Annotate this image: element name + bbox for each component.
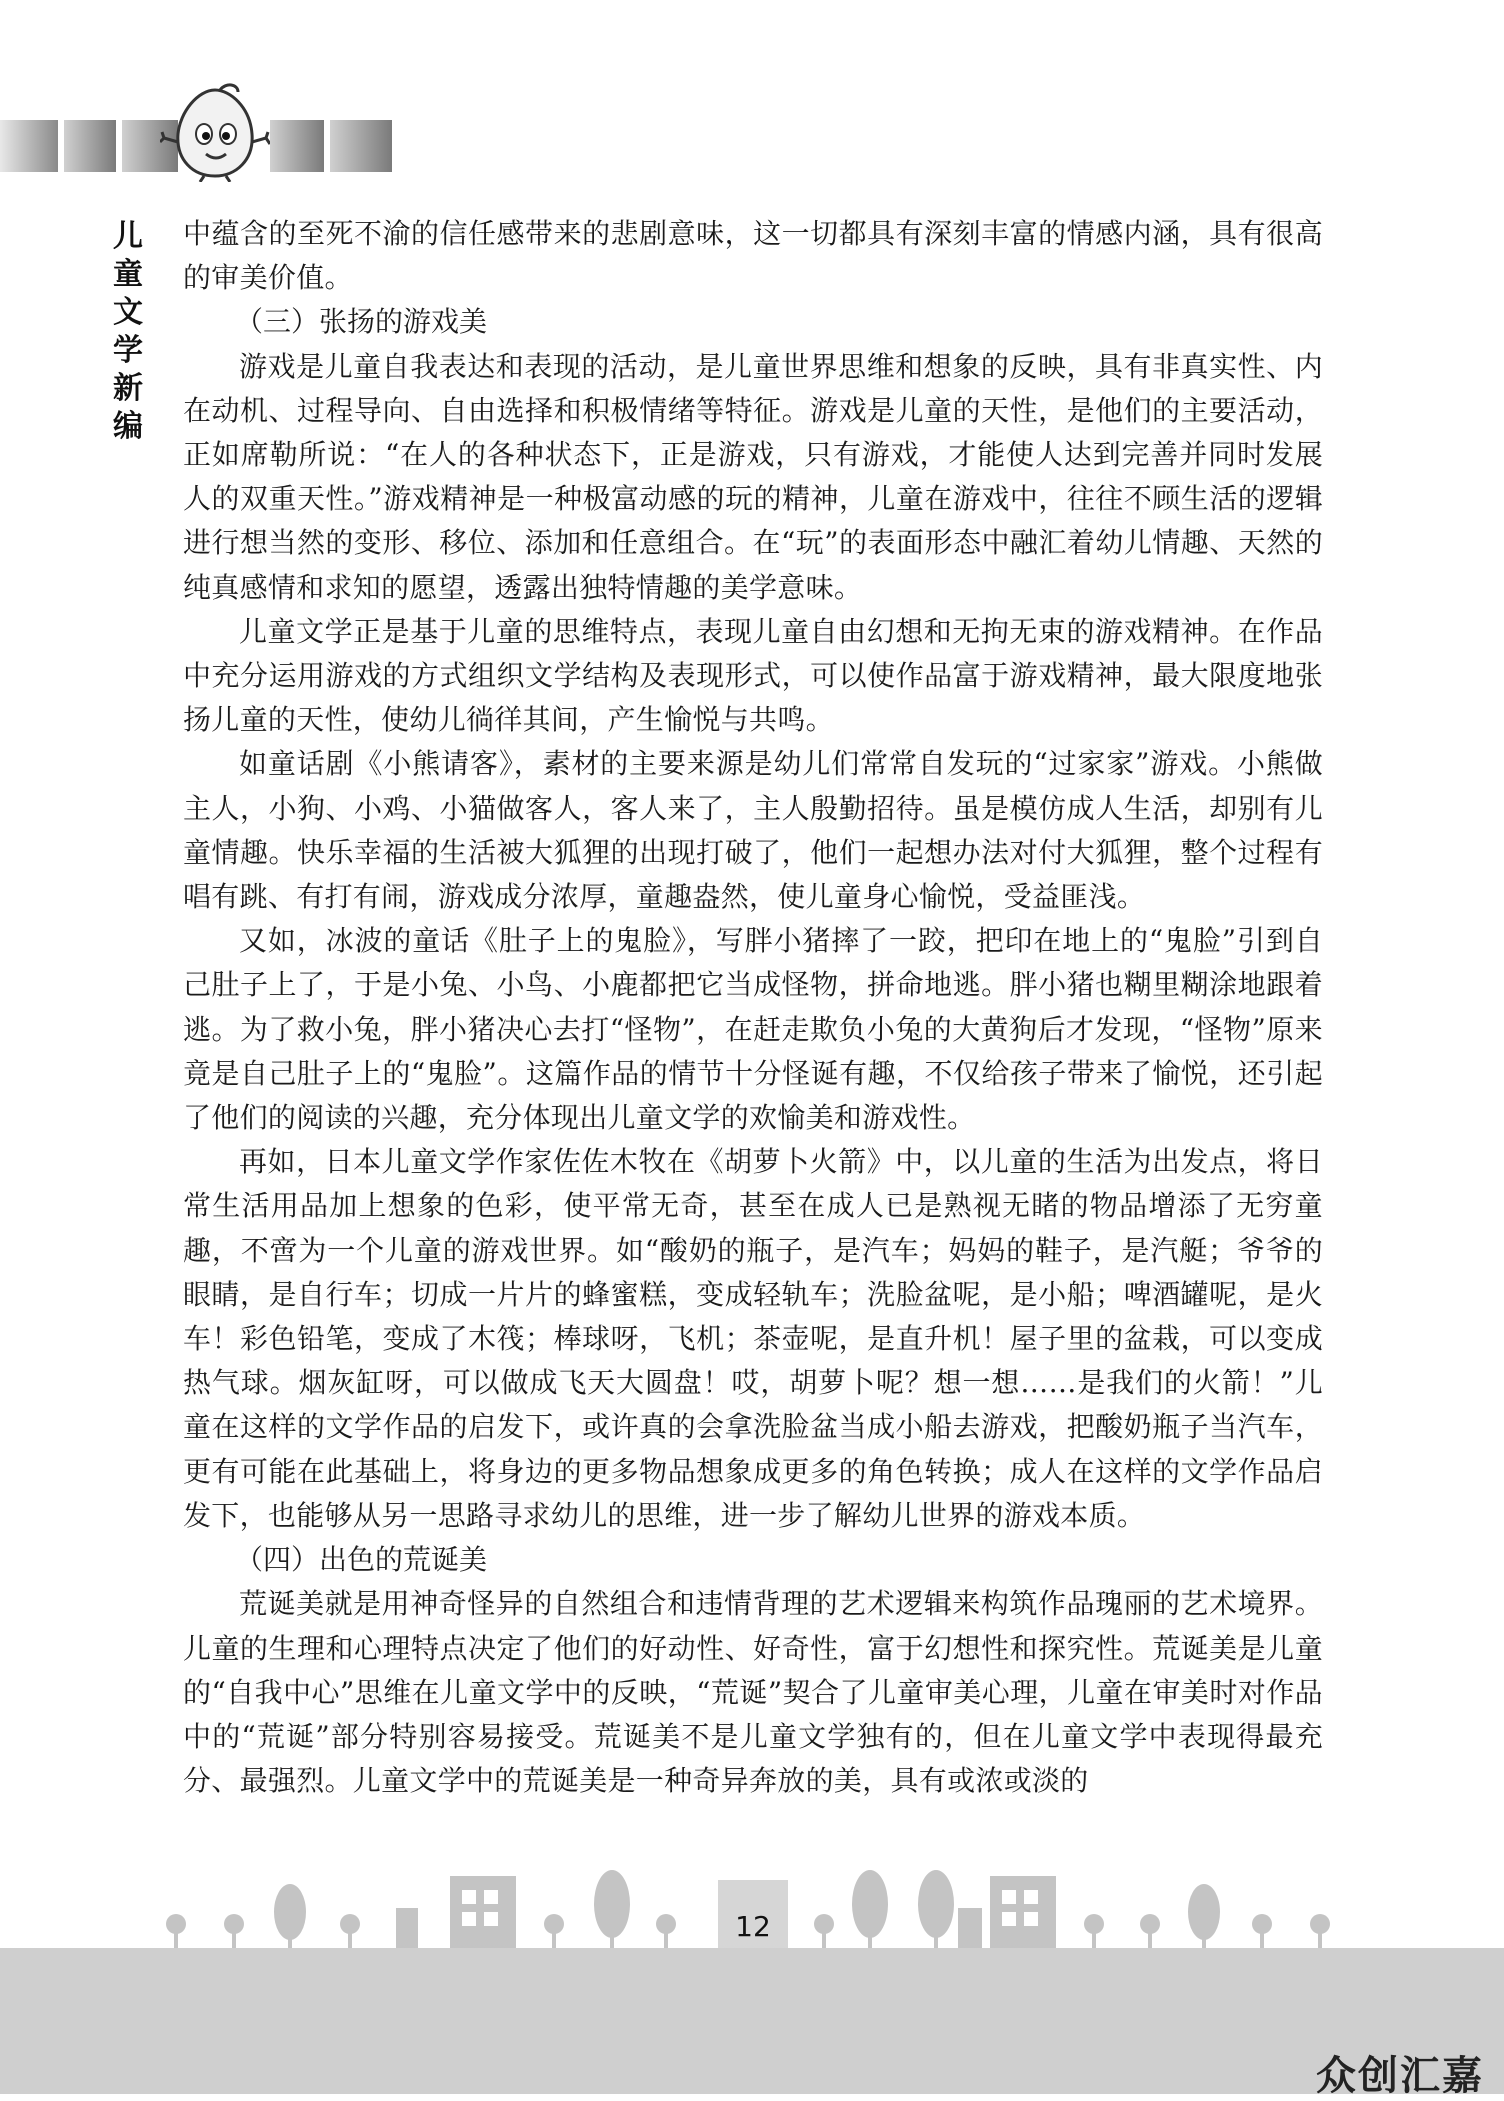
paragraph: 再如，日本儿童文学作家佐佐木牧在《胡萝卜火箭》中，以儿童的生活为出发点，将日常生活用品加上想象的色彩，使平常无奇，甚至在成人已是熟视无睹的物品增添了无穷童趣，不啻为一个儿童的游戏世界。如“酸奶的瓶子，是汽车；妈妈的鞋子，是汽艇；爷爷的眼睛，是自行车；切成一片片的蜂蜜糕，变成轻轨车；洗脸盆呢，是小船；啤酒罐呢，是火车！彩色铅笔，变成了木筏；棒球呀，飞机；茶壶呢，是直升机！屋子里的盆栽，可以变成热气球。烟灰缸呀，可以做成飞天大圆盘！哎，胡萝卜呢？想一想……是我们的火箭！”儿童在这样的文学作品的启发下，或许真的会拿洗脸盆当成小船去游戏，把酸奶瓶子当汽车，更有可能在此基础上，将身边的更多物品想象成更多的角色转换；成人在这样的文学作品启发下，也能够从另一思路寻求幼儿的思维，进一步了解幼儿世界的游戏本质。 [183, 1145, 1323, 1532]
section-heading-game-beauty: （三）张扬的游戏美 [235, 305, 488, 339]
mascot-droplet-icon [160, 82, 270, 186]
paragraph: 如童话剧《小熊请客》，素材的主要来源是幼儿们常常自发玩的“过家家”游戏。小熊做主人，小狗、小鸡、小猫做客人，客人来了，主人殷勤招待。虽是模仿成人生活，却别有儿童情趣。快乐幸福的生活被大狐狸的出现打破了，他们一起想办法对付大狐狸，整个过程有唱有跳、有打有闹，游戏成分浓厚，童趣盎然，使儿童身心愉悦，受益匪浅。 [183, 747, 1323, 914]
watermark-brand: 众创汇嘉 [1316, 2053, 1484, 2099]
paragraph: 儿童文学正是基于儿童的思维特点，表现儿童自由幻想和无拘无束的游戏精神。在作品中充分运用游戏的方式组织文学结构及表现形式，可以使作品富于游戏精神，最大限度地张扬儿童的天性，使幼儿徜徉其间，产生愉悦与共鸣。 [183, 614, 1323, 737]
footer-cityscape [0, 1860, 1504, 2094]
side-title-char: 学 [113, 333, 143, 368]
side-title-char: 儿 [113, 219, 143, 254]
side-book-title [108, 218, 148, 446]
side-title-char: 文 [113, 295, 143, 330]
section-heading-absurd-beauty: （四）出色的荒诞美 [235, 1543, 488, 1577]
paragraph: 荒诞美就是用神奇怪异的自然组合和违情背理的艺术逻辑来构筑作品瑰丽的艺术境界。儿童的生理和心理特点决定了他们的好动性、好奇性，富于幻想性和探究性。荒诞美是儿童的“自我中心”思维在儿童文学中的反映，“荒诞”契合了儿童审美心理，儿童在审美时对作品中的“荒诞”部分特别容易接受。荒诞美不是儿童文学独有的，但在儿童文学中表现得最充分、最强烈。儿童文学中的荒诞美是一种奇异奔放的美，具有或浓或淡的 [183, 1587, 1323, 1798]
side-title-char: 编 [113, 409, 143, 444]
paragraph: 游戏是儿童自我表达和表现的活动，是儿童世界思维和想象的反映，具有非真实性、内在动机、过程导向、自由选择和积极情绪等特征。游戏是儿童的天性，是他们的主要活动，正如席勒所说：“在人的各种状态下，正是游戏，只有游戏，才能使人达到完善并同时发展人的双重天性。”游戏精神是一种极富动感的玩的精神，儿童在游戏中，往往不顾生活的逻辑进行想当然的变形、移位、添加和任意组合。在“玩”的表面形态中融汇着幼儿情趣、天然的纯真感情和求知的愿望，透露出独特情趣的美学意味。 [183, 349, 1323, 604]
paragraph-continuation: 中蕴含的至死不渝的信任感带来的悲剧意味，这一切都具有深刻丰富的情感内涵，具有很高的审美价值。 [183, 217, 1323, 295]
side-title-char: 童 [113, 257, 143, 292]
paragraph: 又如，冰波的童话《肚子上的鬼脸》，写胖小猪摔了一跤，把印在地上的“鬼脸”引到自己肚子上了，于是小兔、小鸟、小鹿都把它当成怪物，拼命地逃。胖小猪也糊里糊涂地跟着逃。为了救小兔，胖小猪决心去打“怪物”，在赶走欺负小兔的大黄狗后才发现，“怪物”原来竟是自己肚子上的“鬼脸”。这篇作品的情节十分怪诞有趣，不仅给孩子带来了愉悦，还引起了他们的阅读的兴趣，充分体现出儿童文学的欢愉美和游戏性。 [183, 924, 1323, 1135]
side-title-char: 新 [113, 371, 143, 406]
page-number: 12 [735, 1910, 771, 1943]
main-content [183, 212, 1323, 1803]
